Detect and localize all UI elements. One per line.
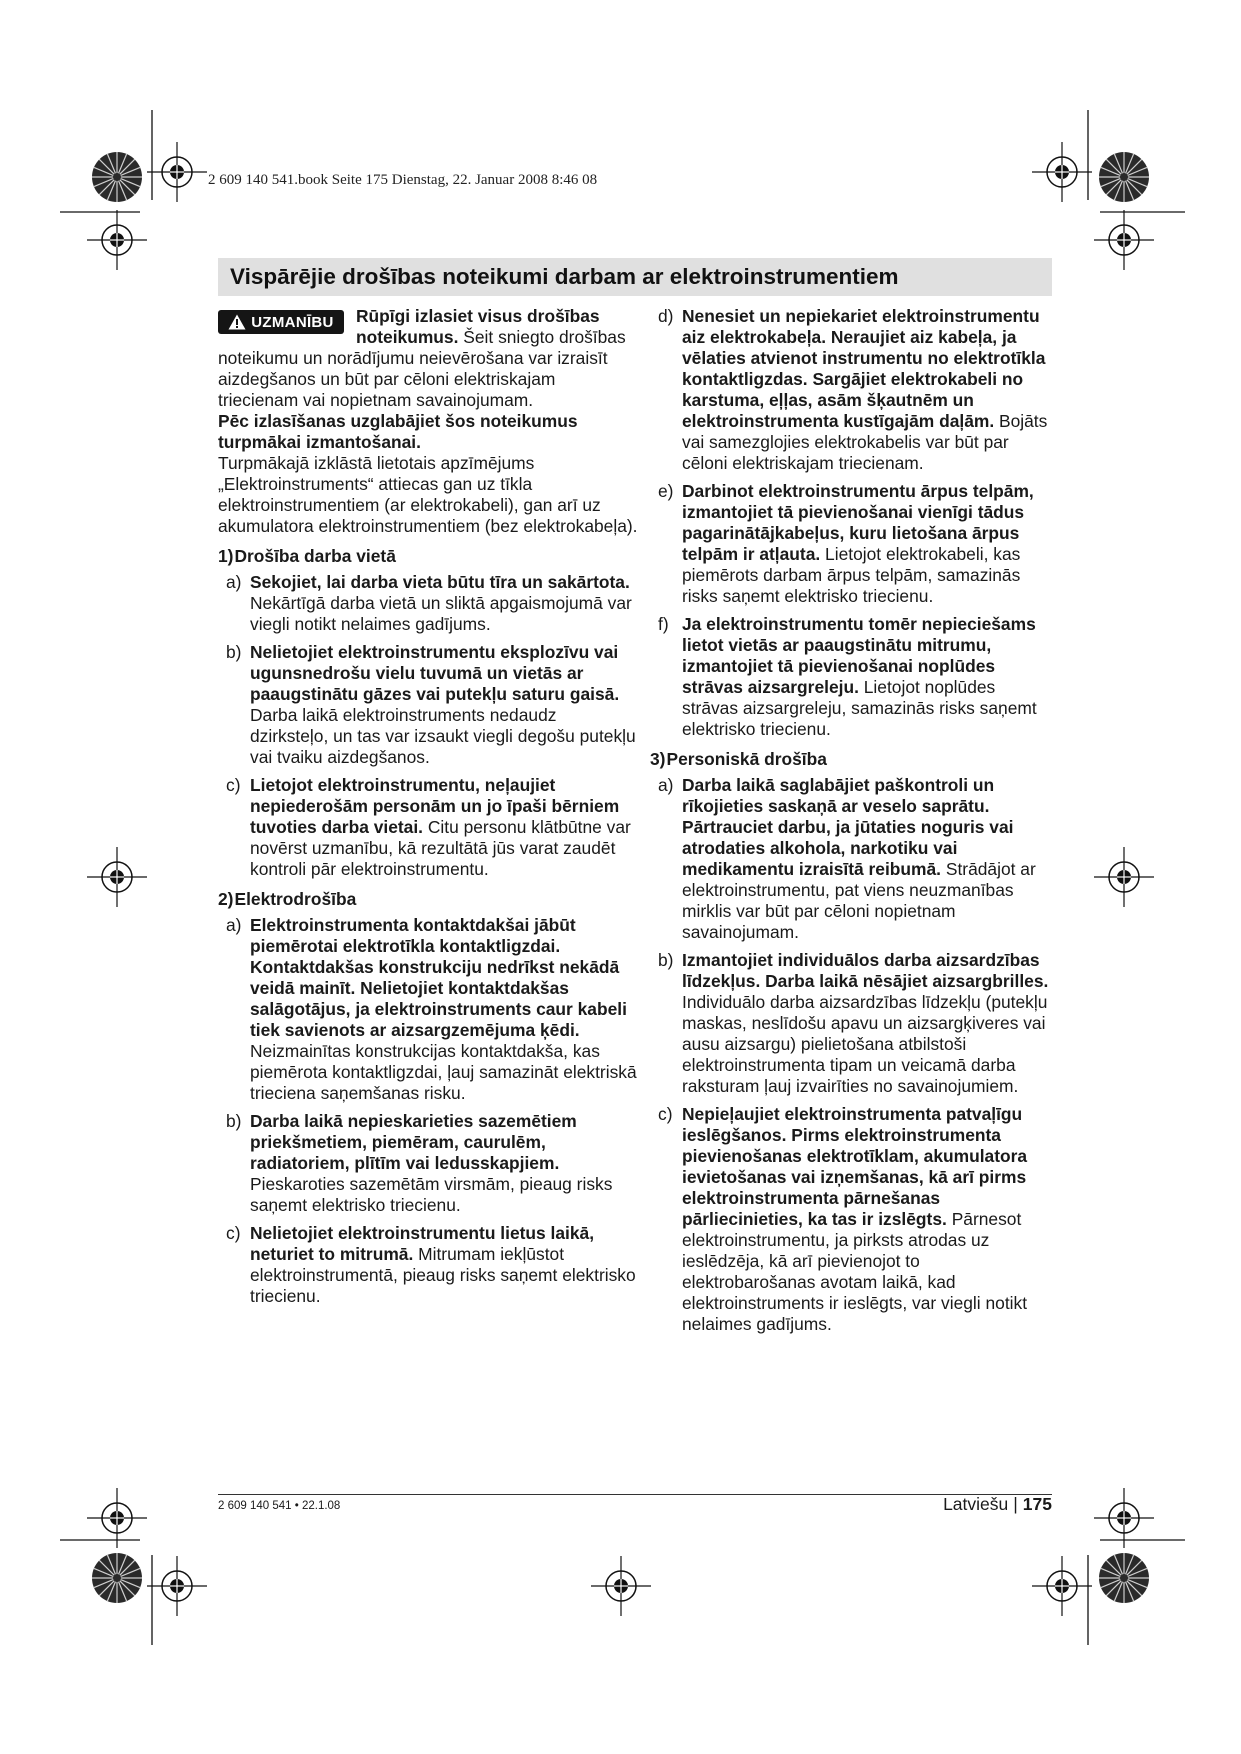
keep-instructions [218, 411, 638, 453]
section-title: Drošība darba vietā [234, 546, 396, 566]
item-text: Lietojot noplūdes strāvas aizsargreleju, samazinās risks saņemt elektrisko triecienu. [682, 677, 1037, 739]
list-item [650, 950, 1054, 1097]
section-heading-2 [218, 889, 638, 910]
warning-triangle-icon [228, 314, 246, 330]
list-item [218, 572, 638, 635]
list-item [218, 1223, 638, 1307]
item-bold: Nelietojiet elektroinstrumentu lietus laikā, neturiet to mitrumā. [250, 1223, 595, 1264]
item-letter: a) [226, 915, 242, 935]
item-letter: e) [658, 481, 674, 501]
page-title: Vispārējie drošības noteikumi darbam ar elektroinstrumentiem [230, 264, 899, 289]
list-item [650, 775, 1054, 943]
list-item [650, 1104, 1054, 1335]
item-bold: Lietojot elektroinstrumentu, neļaujiet nepiederošām personām un jo īpaši bērniem tuvoties darba vietai. [250, 775, 620, 837]
warning-bold: Rūpīgi izlasiet visus drošības noteikumus. [356, 306, 600, 347]
section-heading-3 [650, 749, 1054, 770]
item-letter: b) [658, 950, 674, 970]
item-letter: a) [226, 572, 242, 592]
item-letter: b) [226, 642, 242, 662]
list-item [218, 1111, 638, 1216]
definition-paragraph: Turpmākajā izklāstā lietotais apzīmējums „Elektroinstruments“ attiecas gan uz tīkla elektroinstrumentiem (ar elektrokabeli), gan arī uz akumulatora elektroinstrumentiem (bez elektrokabeļa). [218, 453, 638, 536]
item-text: Neizmainītas konstrukcijas kontaktdakša, kas piemērota kontaktligzdai, ļauj samazināt elektriskā trieciena saņemšanas risku. [250, 1041, 637, 1103]
item-text: Nekārtīgā darba vietā un sliktā apgaismojumā var viegli notikt nelaimes gadījums. [250, 593, 632, 634]
right-column [650, 306, 1054, 1342]
warning-block [218, 306, 638, 411]
item-bold: Nelietojiet elektroinstrumentu eksplozīvu vai ugunsnedrošu vielu tuvumā un vietās ar paaugstinātu gāzes vai putekļu saturu gaisā. [250, 642, 620, 704]
warning-badge-label: UZMANĪBU [251, 313, 334, 331]
item-letter: c) [226, 1223, 241, 1243]
item-text: Individuālo darba aizsardzības līdzekļu (putekļu maskas, neslīdošu apavu un aizsargķiveres vai ausu aizsargu) pielietošana atbilstoši elektroinstrumenta tipam un veicamā darba raksturam ļauj izvairīties no savainojumiem. [682, 992, 1048, 1096]
list-item [650, 306, 1054, 474]
keep-instructions-bold: Pēc izlasīšanas uzglabājiet šos noteikumus turpmākai izmantošanai. [218, 411, 578, 452]
page-number: 175 [1022, 1494, 1052, 1514]
section-title: Elektrodrošība [234, 889, 357, 909]
list-item [218, 642, 638, 768]
list-item [218, 915, 638, 1104]
item-bold: Darba laikā saglabājiet paškontroli un rīkojieties saskaņā ar veselo saprātu. Pārtrauciet darbu, ja jūtaties noguris vai atrodaties alkohola, narkotiku vai medikamentu izraisītā reibumā. [682, 775, 1014, 879]
list-item [650, 614, 1054, 740]
left-column [218, 306, 638, 1314]
warning-badge [218, 310, 344, 334]
item-text: Citu personu klātbūtne var novērst uzmanību, kā rezultātā jūs varat zaudēt kontroli pār elektroinstrumentu. [250, 817, 631, 879]
section-number: 3) [650, 749, 666, 769]
item-letter: c) [658, 1104, 673, 1124]
item-text: Pārnesot elektroinstrumentu, ja pirksts atrodas uz ieslēdzēja, kā arī pievienojot to elektrobarošanas avotam laikā, kad elektroinstruments ir ieslēgts, var viegli notikt nelaimes gadījums. [682, 1209, 1028, 1334]
warning-text: Šeit sniegto drošības noteikumu un norādījumu neievērošana var izraisīt aizdegšanos un būt par cēloni elektriskajam triecienam vai nopietnam savainojumam. [218, 327, 626, 410]
section-heading-1 [218, 546, 638, 567]
item-text: Darba laikā elektroinstruments nedaudz dzirksteļo, un tas var izsaukt viegli degošu putekļu vai tvaiku aizdegšanos. [250, 705, 636, 767]
item-text: Mitrumam iekļūstot elektroinstrumentā, pieaug risks saņemt elektrisko triecienu. [250, 1244, 636, 1306]
footer-separator: | [1013, 1494, 1018, 1514]
item-bold: Elektroinstrumenta kontaktdakšai jābūt piemērotai elektrotīkla kontaktligzdai. Kontaktdakšas konstrukciju nedrīkst nekādā veidā mainīt. Nelietojiet kontaktdakšas salāgotājus, ja elektroinstruments caur kabeli tiek savienots ar aizsargzemējuma ķēdi. [250, 915, 627, 1040]
footer-rule [218, 1494, 1052, 1495]
item-bold: Nenesiet un nepiekariet elektroinstrumentu aiz elektrokabeļa. Neraujiet aiz kabeļa, ja vēlaties atvienot instrumentu no elektrotīkla kontaktligzdas. Sargājiet elektrokabeli no karstuma, eļļas, asām šķautnēm un elektroinstrumenta kustīgajām daļām. [682, 306, 1046, 431]
item-letter: b) [226, 1111, 242, 1131]
item-bold: Ja elektroinstrumentu tomēr nepieciešams lietot vietās ar paaugstinātu mitrumu, izmantojiet tā pievienošanai noplūdes strāvas aizsargreleju. [682, 614, 1036, 697]
book-meta-line: 2 609 140 541.book Seite 175 Dienstag, 22. Januar 2008 8:46 08 [208, 172, 598, 188]
section-number: 1) [218, 546, 234, 566]
title-bar [218, 258, 1052, 296]
item-bold: Izmantojiet individuālos darba aizsardzības līdzekļus. Darba laikā nēsājiet aizsargbrilles. [682, 950, 1049, 991]
item-bold: Darbinot elektroinstrumentu ārpus telpām, izmantojiet tā pievienošanai vienīgi tādus pagarinātājkabeļus, kuru lietošana ārpus telpām ir atļauta. [682, 481, 1034, 564]
footer-doc-number: 2 609 140 541 • 22.1.08 [218, 1500, 341, 1512]
item-letter: a) [658, 775, 674, 795]
footer-language: Latviešu [943, 1494, 1009, 1514]
footer-page-info [943, 1494, 1052, 1515]
item-text: Strādājot ar elektroinstrumentu, pat viens neuzmanības mirklis var būt par cēloni nopietnam savainojumam. [682, 859, 1036, 942]
item-text: Bojāts vai samezglojies elektrokabelis var būt par cēloni elektriskajam triecienam. [682, 411, 1048, 473]
list-item [650, 481, 1054, 607]
item-text: Lietojot elektrokabeli, kas piemērots darbam ārpus telpām, samazinās risks saņemt elektrisko triecienu. [682, 544, 1021, 606]
section-title: Personiskā drošība [666, 749, 827, 769]
item-letter: d) [658, 306, 674, 326]
section-number: 2) [218, 889, 234, 909]
item-text: Pieskaroties sazemētām virsmām, pieaug risks saņemt elektrisko triecienu. [250, 1174, 613, 1215]
item-bold: Darba laikā nepieskarieties sazemētiem priekšmetiem, piemēram, caurulēm, radiatoriem, plītīm vai ledusskapjiem. [250, 1111, 577, 1173]
item-bold: Nepieļaujiet elektroinstrumenta patvaļīgu ieslēgšanos. Pirms elektroinstrumenta pievienošanas elektrotīklam, akumulatora ievietošanas vai izņemšanas, kā arī pirms elektroinstrumenta pārnešanas pārliecinieties, ka tas ir izslēgts. [682, 1104, 1028, 1229]
item-bold: Sekojiet, lai darba vieta būtu tīra un sakārtota. [250, 572, 630, 592]
list-item [218, 775, 638, 880]
item-letter: c) [226, 775, 241, 795]
item-letter: f) [658, 614, 669, 634]
